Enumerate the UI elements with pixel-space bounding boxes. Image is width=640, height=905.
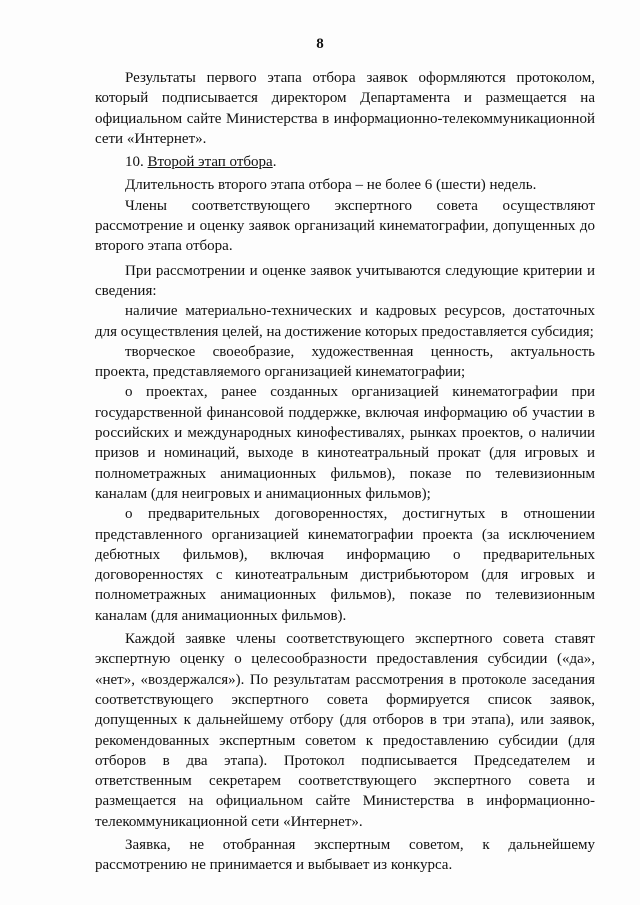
paragraph-council-members: Члены соответствующего экспертного совета осуществляют рассмотрение и оценку заявок организаций кинематографии, допущенных до второго этапа отбора. <box>95 197 595 255</box>
section-heading-title: Второй этап отбора <box>147 154 273 171</box>
criterion-creative: творческое своеобразие, художественная ценность, актуальность проекта, представляемого организацией кинематографии; <box>95 343 595 381</box>
paragraph-duration: Длительность второго этапа отбора – не более 6 (шести) недель. <box>125 177 537 194</box>
section-heading-period: . <box>272 154 277 171</box>
paragraph-first-stage-results: Результаты первого этапа отбора заявок оформляются протоколом, который подписывается директором Департамента и размещается на официальном сайте Министерства в информационно-телекоммуникационной сети «Интернет». <box>95 70 595 147</box>
paragraph-rejected-application: Заявка, не отобранная экспертным советом, к дальнейшему рассмотрению не принимается и выбывает из конкурса. <box>95 836 595 874</box>
page-number: 8 <box>316 36 324 52</box>
paragraph-criteria-intro: При рассмотрении и оценке заявок учитываются следующие критерии и сведения: <box>95 262 595 299</box>
criterion-resources: наличие материально-технических и кадровых ресурсов, достаточных для осуществления целей, на достижение которых предоставляется субсидия; <box>95 303 595 340</box>
section-heading-number: 10. <box>125 154 148 171</box>
section-heading <box>95 152 595 172</box>
paragraph-expert-evaluation: Каждой заявке члены соответствующего экспертного совета ставят экспертную оценку о целесообразности предоставления субсидии («да», «нет», «воздержался»). По результатам рассмотрения в протоколе заседания соответствующего экспертного совета формируется список заявок, допущенных к дальнейшему отбору (для отборов в три этапа), или заявок, рекомендованных экспертным советом к предоставлению субсидии (для отборов в два этапа). Протокол подписывается Председателем и ответственным секретарем соответствующего экспертного совета и размещается на официальном сайте Министерства в информационно-телекоммуникационной сети «Интернет». <box>95 631 595 830</box>
document-body <box>95 68 595 876</box>
criterion-previous-projects: о проектах, ранее созданных организацией кинематографии при государственной финансовой поддержке, включая информацию об участии в российских и международных кинофестивалях, рынках проектов, о наличии призов и номинаций, выходе в кинотеатральный прокат (для игровых и полнометражных анимационных фильмов), показе по телевизионным каналам (для неигровых и анимационных фильмов); <box>95 384 595 502</box>
criterion-preliminary-agreements: о предварительных договоренностях, достигнутых в отношении представленного организацией кинематографии проекта (за исключением дебютных фильмов), включая информацию о предварительных договоренностях с кинотеатральным дистрибьютором (для игровых и полнометражных анимационных фильмов), показе по телевизионным каналам (для анимационных фильмов). <box>95 506 595 624</box>
